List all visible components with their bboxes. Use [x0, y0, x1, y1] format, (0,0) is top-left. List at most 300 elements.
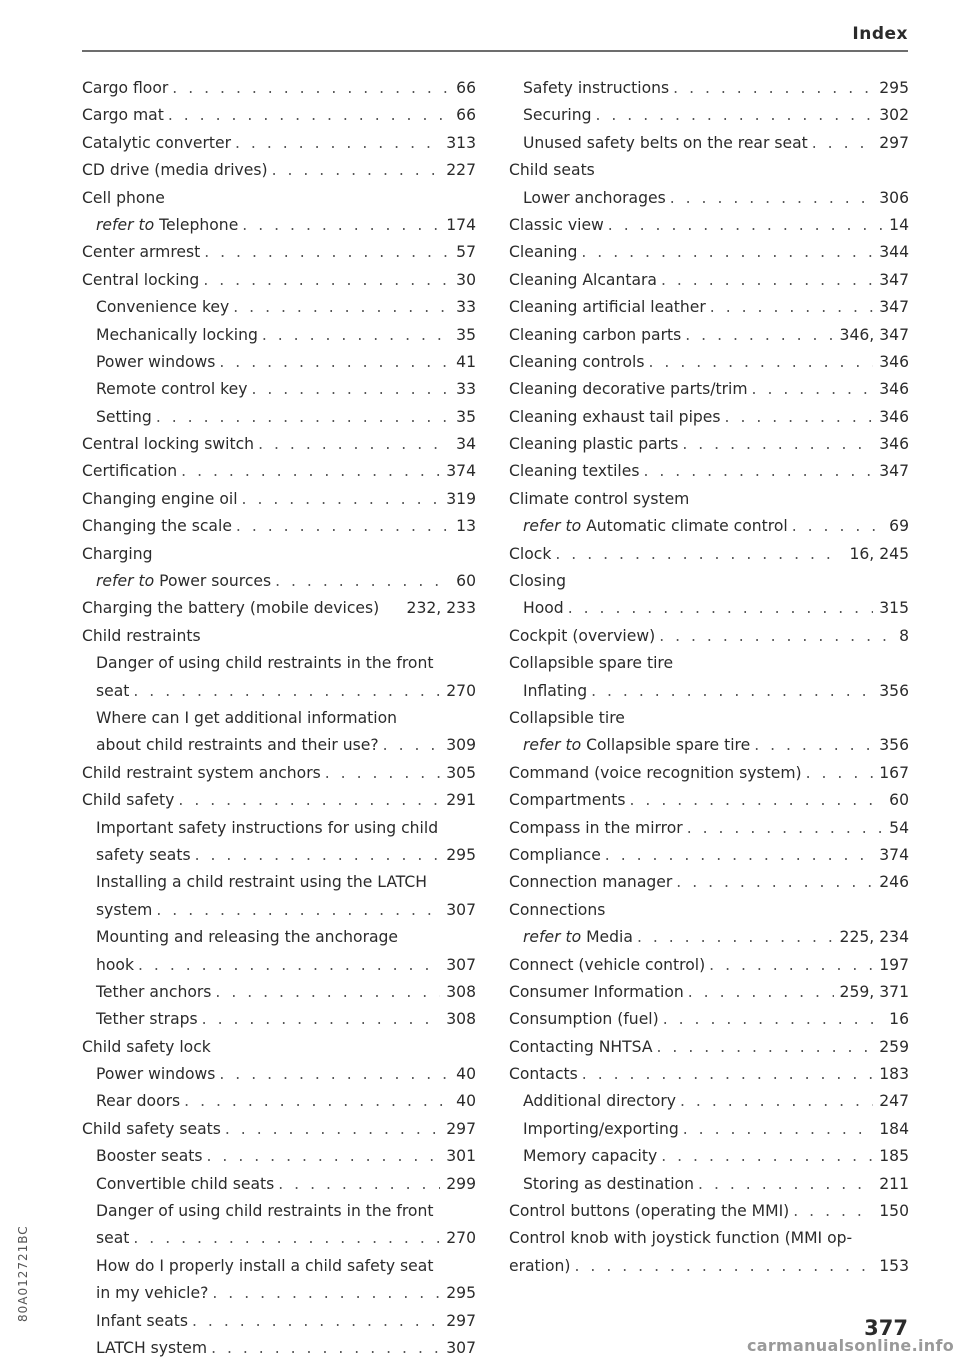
- entry-pages: 153: [879, 1256, 909, 1275]
- index-entry: [82, 1253, 476, 1280]
- dot-leader: [688, 979, 834, 1006]
- dot-leader: [663, 1006, 883, 1033]
- entry-pages: 174: [446, 215, 476, 234]
- dot-leader: [661, 267, 873, 294]
- index-entry: [509, 541, 909, 568]
- entry-label: [82, 458, 177, 485]
- entry-label: [96, 376, 247, 403]
- entry-text: Where can I get additional information: [96, 708, 398, 727]
- entry-text: Cell phone: [82, 188, 165, 207]
- entry-label: [96, 1006, 198, 1033]
- entry-label: [96, 1061, 215, 1088]
- entry-text: Child safety lock: [82, 1037, 211, 1056]
- index-entry: [82, 924, 476, 951]
- entry-text: Collapsible tire: [509, 708, 625, 727]
- entry-label: [96, 979, 211, 1006]
- entry-label: [509, 322, 681, 349]
- dot-leader: [219, 1061, 450, 1088]
- dot-leader: [575, 1253, 874, 1280]
- watermark: carmanualsonline.info: [746, 1336, 954, 1355]
- entry-pages: 40: [456, 1092, 476, 1111]
- entry-text: Inflating: [523, 681, 588, 700]
- entry-label: [82, 595, 379, 622]
- index-entry: [509, 349, 909, 376]
- index-entry: [509, 130, 909, 157]
- entry-label: [96, 842, 191, 869]
- entry-pages: 60: [889, 791, 909, 810]
- entry-pages: 227: [446, 161, 476, 180]
- entry-pages: 69: [889, 517, 909, 536]
- entry-text: Changing the scale: [82, 517, 232, 536]
- index-entry: [509, 1006, 909, 1033]
- entry-pages: 307: [446, 900, 476, 919]
- entry-label: [509, 294, 706, 321]
- index-entry: [82, 458, 476, 485]
- index-entry: [509, 157, 909, 184]
- entry-pages: 308: [446, 1010, 476, 1029]
- index-entry: [82, 705, 476, 732]
- index-entry: [82, 760, 476, 787]
- index-entry: [509, 294, 909, 321]
- dot-leader: [203, 267, 450, 294]
- entry-text: Lower anchorages: [523, 188, 666, 207]
- entry-pages: 297: [446, 1119, 476, 1138]
- dot-leader: [233, 294, 450, 321]
- index-entry: [509, 185, 909, 212]
- index-entry: [82, 157, 476, 184]
- index-entry: [509, 815, 909, 842]
- entry-text: Mounting and releasing the anchorage: [96, 928, 399, 947]
- entry-text: about child restraints and their use?: [96, 736, 379, 755]
- entry-label: [523, 595, 564, 622]
- index-entry: [82, 513, 476, 540]
- entry-label: [509, 952, 705, 979]
- entry-label: [96, 732, 379, 759]
- index-entry: [82, 1116, 476, 1143]
- entry-text: Connection manager: [509, 873, 673, 892]
- entry-pages: 211: [879, 1174, 909, 1193]
- entry-pages: 30: [456, 270, 476, 289]
- entry-label: [96, 815, 438, 842]
- index-entry: [82, 431, 476, 458]
- index-entry: [82, 1061, 476, 1088]
- entry-pages: 301: [446, 1147, 476, 1166]
- dot-leader: [272, 157, 441, 184]
- index-entry: [82, 732, 476, 759]
- entry-label: [96, 869, 427, 896]
- entry-pages: 295: [446, 845, 476, 864]
- entry-text: in my vehicle?: [96, 1284, 209, 1303]
- entry-label: [96, 1280, 208, 1307]
- entry-pages: 270: [446, 1229, 476, 1248]
- index-entry: [509, 1034, 909, 1061]
- entry-text: Important safety instructions for using child: [96, 818, 439, 837]
- dot-leader: [133, 678, 440, 705]
- entry-pages: 307: [446, 955, 476, 974]
- entry-text: Cleaning decorative parts/trim: [509, 380, 748, 399]
- entry-label: [509, 431, 678, 458]
- dot-leader: [595, 102, 873, 129]
- dot-leader: [698, 1171, 873, 1198]
- entry-text: Media: [586, 928, 633, 947]
- index-entry: [82, 1225, 476, 1252]
- dot-leader: [383, 732, 441, 759]
- entry-text: Control knob with joystick function (MMI op-: [509, 1229, 853, 1248]
- entry-text: Convenience key: [96, 298, 230, 317]
- entry-pages: 374: [879, 845, 909, 864]
- entry-pages: 60: [456, 572, 476, 591]
- entry-pages: 54: [889, 818, 909, 837]
- dot-leader: [235, 130, 440, 157]
- entry-pages: 346, 347: [839, 325, 909, 344]
- entry-label: [96, 1253, 433, 1280]
- dot-leader: [630, 787, 884, 814]
- entry-text: system: [96, 900, 153, 919]
- entry-pages: 346: [879, 435, 909, 454]
- entry-text: Climate control system: [509, 489, 690, 508]
- index-entry: [509, 1143, 909, 1170]
- entry-text: Danger of using child restraints in the front: [96, 654, 434, 673]
- entry-label: [82, 239, 200, 266]
- entry-label: [509, 568, 566, 595]
- dot-leader: [792, 513, 883, 540]
- index-entry: [82, 1034, 476, 1061]
- entry-label: [509, 897, 605, 924]
- entry-text: Cleaning: [509, 243, 578, 262]
- entry-text: Center armrest: [82, 243, 201, 262]
- index-entry: [82, 568, 476, 595]
- index-entry: [82, 376, 476, 403]
- index-entry: [509, 376, 909, 403]
- entry-pages: 16: [889, 1010, 909, 1029]
- entry-text: Danger of using child restraints in the front: [96, 1202, 434, 1221]
- header-rule: [82, 50, 908, 52]
- entry-label: [96, 404, 152, 431]
- entry-text: Power windows: [96, 1065, 216, 1084]
- entry-text: Remote control key: [96, 380, 248, 399]
- entry-text: Classic view: [509, 215, 604, 234]
- entry-pages: 309: [446, 736, 476, 755]
- entry-pages: 184: [879, 1119, 909, 1138]
- dot-leader: [156, 404, 450, 431]
- entry-label: [96, 705, 397, 732]
- entry-label: [509, 1034, 653, 1061]
- entry-text: Cleaning controls: [509, 352, 645, 371]
- entry-pages: 295: [879, 79, 909, 97]
- entry-pages: 315: [879, 599, 909, 618]
- entry-text: eration): [509, 1256, 571, 1275]
- entry-label: [509, 869, 672, 896]
- dot-leader: [687, 815, 883, 842]
- dot-leader: [181, 458, 440, 485]
- index-entry: [82, 1280, 476, 1307]
- dot-leader: [657, 1034, 874, 1061]
- dot-leader: [225, 1116, 440, 1143]
- entry-label: [82, 1034, 211, 1061]
- entry-pages: 33: [456, 380, 476, 399]
- entry-label: [96, 294, 229, 321]
- entry-pages: 347: [879, 270, 909, 289]
- entry-label: [96, 952, 134, 979]
- dot-leader: [555, 541, 843, 568]
- entry-label: [96, 924, 398, 951]
- entry-text: Safety instructions: [523, 79, 670, 97]
- entry-text: Cargo mat: [82, 106, 164, 125]
- entry-text: safety seats: [96, 845, 191, 864]
- index-entry: [82, 815, 476, 842]
- entry-pages: 297: [446, 1311, 476, 1330]
- dot-leader: [649, 349, 874, 376]
- entry-text: Charging the battery (mobile devices): [82, 599, 380, 618]
- index-entry: [509, 1061, 909, 1088]
- index-entry: [509, 787, 909, 814]
- dot-leader: [643, 458, 873, 485]
- entry-label: [82, 102, 164, 129]
- dot-leader: [608, 212, 883, 239]
- index-entry: [509, 1088, 909, 1115]
- entry-text: Compartments: [509, 791, 626, 810]
- entry-pages: 40: [456, 1065, 476, 1084]
- entry-pages: 346: [879, 407, 909, 426]
- entry-label: [509, 486, 689, 513]
- entry-pages: 197: [879, 955, 909, 974]
- index-entry: [509, 458, 909, 485]
- entry-label: [96, 1225, 129, 1252]
- index-entry: [82, 1143, 476, 1170]
- entry-label: [523, 732, 750, 759]
- index-entry: [82, 1198, 476, 1225]
- index-entry: [82, 897, 476, 924]
- index-entry: [509, 595, 909, 622]
- entry-pages: 347: [879, 462, 909, 481]
- index-entry: [82, 1171, 476, 1198]
- dot-leader: [812, 130, 873, 157]
- dot-leader: [156, 897, 440, 924]
- dot-leader: [133, 1225, 440, 1252]
- entry-text: Cleaning exhaust tail pipes: [509, 407, 721, 426]
- entry-pages: 41: [456, 352, 476, 371]
- index-entry: [509, 239, 909, 266]
- entry-label: [82, 623, 201, 650]
- index-entry: [82, 404, 476, 431]
- entry-label: [509, 212, 604, 239]
- entry-label: [523, 1088, 676, 1115]
- index-entry: [82, 595, 476, 622]
- dot-leader: [207, 1143, 441, 1170]
- refer-to-text: refer to: [523, 928, 582, 947]
- dot-leader: [752, 376, 874, 403]
- index-entry: [509, 75, 909, 102]
- entry-pages: 347: [879, 298, 909, 317]
- entry-pages: 259: [879, 1037, 909, 1056]
- index-entry: [82, 623, 476, 650]
- entry-label: [82, 541, 152, 568]
- entry-text: Certification: [82, 462, 178, 481]
- entry-text: Child safety seats: [82, 1119, 221, 1138]
- entry-text: Central locking: [82, 270, 200, 289]
- dot-leader: [262, 322, 450, 349]
- index-entry: [82, 952, 476, 979]
- entry-pages: 66: [456, 106, 476, 125]
- entry-text: Closing: [509, 572, 566, 591]
- entry-pages: 313: [446, 133, 476, 152]
- entry-text: Power sources: [159, 572, 272, 591]
- entry-label: [523, 924, 633, 951]
- entry-label: [96, 897, 152, 924]
- index-entry: [82, 541, 476, 568]
- entry-pages: 13: [456, 517, 476, 536]
- entry-label: [523, 130, 808, 157]
- entry-label: [96, 1171, 274, 1198]
- index-entry: [82, 486, 476, 513]
- entry-text: Tether straps: [96, 1010, 198, 1029]
- dot-leader: [219, 349, 450, 376]
- entry-pages: 33: [456, 298, 476, 317]
- index-entry: [509, 650, 909, 677]
- entry-text: Cargo floor: [82, 79, 169, 97]
- entry-label: [96, 349, 215, 376]
- entry-pages: 302: [879, 106, 909, 125]
- entry-label: [509, 267, 657, 294]
- entry-text: Additional directory: [523, 1092, 676, 1111]
- index-entry: [509, 979, 909, 1006]
- dot-leader: [212, 1280, 440, 1307]
- entry-text: Catalytic converter: [82, 133, 232, 152]
- entry-label: [509, 1198, 789, 1225]
- entry-text: Child restraint system anchors: [82, 763, 321, 782]
- entry-text: Power windows: [96, 352, 216, 371]
- entry-label: [96, 322, 258, 349]
- entry-pages: 308: [446, 982, 476, 1001]
- dot-leader: [673, 75, 873, 102]
- entry-pages: 270: [446, 681, 476, 700]
- entry-label: [96, 1143, 203, 1170]
- dot-leader: [581, 239, 873, 266]
- dot-leader: [278, 1171, 440, 1198]
- dot-leader: [682, 431, 873, 458]
- entry-label: [82, 157, 268, 184]
- entry-text: Tether anchors: [96, 982, 212, 1001]
- dot-leader: [242, 486, 441, 513]
- entry-label: [509, 979, 684, 1006]
- index-entry: [509, 212, 909, 239]
- entry-pages: 291: [446, 791, 476, 810]
- entry-label: [523, 102, 591, 129]
- index-entry: [509, 568, 909, 595]
- entry-label: [509, 787, 626, 814]
- dot-leader: [138, 952, 440, 979]
- entry-label: [82, 1116, 221, 1143]
- entry-pages: 299: [446, 1174, 476, 1193]
- entry-text: Control buttons (operating the MMI): [509, 1202, 790, 1221]
- entry-pages: 374: [446, 462, 476, 481]
- entry-label: [509, 650, 673, 677]
- entry-label: [96, 568, 271, 595]
- dot-leader: [204, 239, 450, 266]
- dot-leader: [582, 1061, 873, 1088]
- index-entry: [509, 267, 909, 294]
- entry-pages: 57: [456, 243, 476, 262]
- entry-pages: 66: [456, 79, 476, 97]
- entry-text: Connect (vehicle control): [509, 955, 706, 974]
- entry-label: [82, 486, 238, 513]
- dot-leader: [258, 431, 450, 458]
- entry-pages: 305: [446, 763, 476, 782]
- entry-label: [96, 1308, 188, 1335]
- entry-label: [523, 678, 587, 705]
- dot-leader: [211, 1335, 440, 1362]
- dot-leader: [178, 787, 440, 814]
- index-entry: [82, 130, 476, 157]
- entry-label: [82, 760, 321, 787]
- index-entry: [509, 1116, 909, 1143]
- entry-text: Infant seats: [96, 1311, 188, 1330]
- dot-leader: [725, 404, 874, 431]
- dot-leader: [192, 1308, 440, 1335]
- entry-label: [509, 376, 748, 403]
- index-entry: [82, 267, 476, 294]
- entry-text: Collapsible spare tire: [509, 654, 674, 673]
- entry-pages: 14: [889, 215, 909, 234]
- index-entry: [82, 787, 476, 814]
- dot-leader: [325, 760, 440, 787]
- entry-label: [523, 185, 666, 212]
- entry-label: [82, 185, 165, 212]
- entry-label: [523, 75, 669, 102]
- dot-leader: [251, 376, 450, 403]
- entry-label: [509, 1006, 659, 1033]
- entry-pages: 356: [879, 681, 909, 700]
- entry-pages: 295: [446, 1284, 476, 1303]
- entry-label: [509, 239, 577, 266]
- dot-leader: [659, 623, 893, 650]
- dot-leader: [236, 513, 450, 540]
- entry-text: Cleaning artificial leather: [509, 298, 706, 317]
- index-entry: [82, 294, 476, 321]
- entry-label: [82, 267, 199, 294]
- index-entry: [82, 322, 476, 349]
- refer-to-text: refer to: [96, 572, 155, 591]
- entry-label: [509, 349, 645, 376]
- entry-label: [509, 760, 802, 787]
- index-entry: [509, 431, 909, 458]
- index-entry: [509, 869, 909, 896]
- entry-label: [82, 431, 254, 458]
- entry-text: Cockpit (overview): [509, 626, 656, 645]
- entry-pages: 150: [879, 1202, 909, 1221]
- entry-pages: 297: [879, 133, 909, 152]
- entry-text: Cleaning textiles: [509, 462, 640, 481]
- entry-text: Central locking switch: [82, 435, 255, 454]
- entry-label: [82, 130, 231, 157]
- index-entry: [509, 513, 909, 540]
- dot-leader: [568, 595, 874, 622]
- entry-text: Compass in the mirror: [509, 818, 683, 837]
- entry-text: seat: [96, 681, 130, 700]
- entry-label: [509, 404, 721, 431]
- index-entry: [509, 705, 909, 732]
- index-entry: [509, 623, 909, 650]
- entry-text: Cleaning carbon parts: [509, 325, 682, 344]
- dot-leader: [710, 294, 873, 321]
- dot-leader: [591, 678, 873, 705]
- entry-label: [523, 1116, 679, 1143]
- entry-label: [96, 1198, 433, 1225]
- dot-leader: [680, 1088, 873, 1115]
- dot-leader: [754, 732, 873, 759]
- index-entry: [82, 869, 476, 896]
- entry-pages: 232, 233: [406, 599, 476, 618]
